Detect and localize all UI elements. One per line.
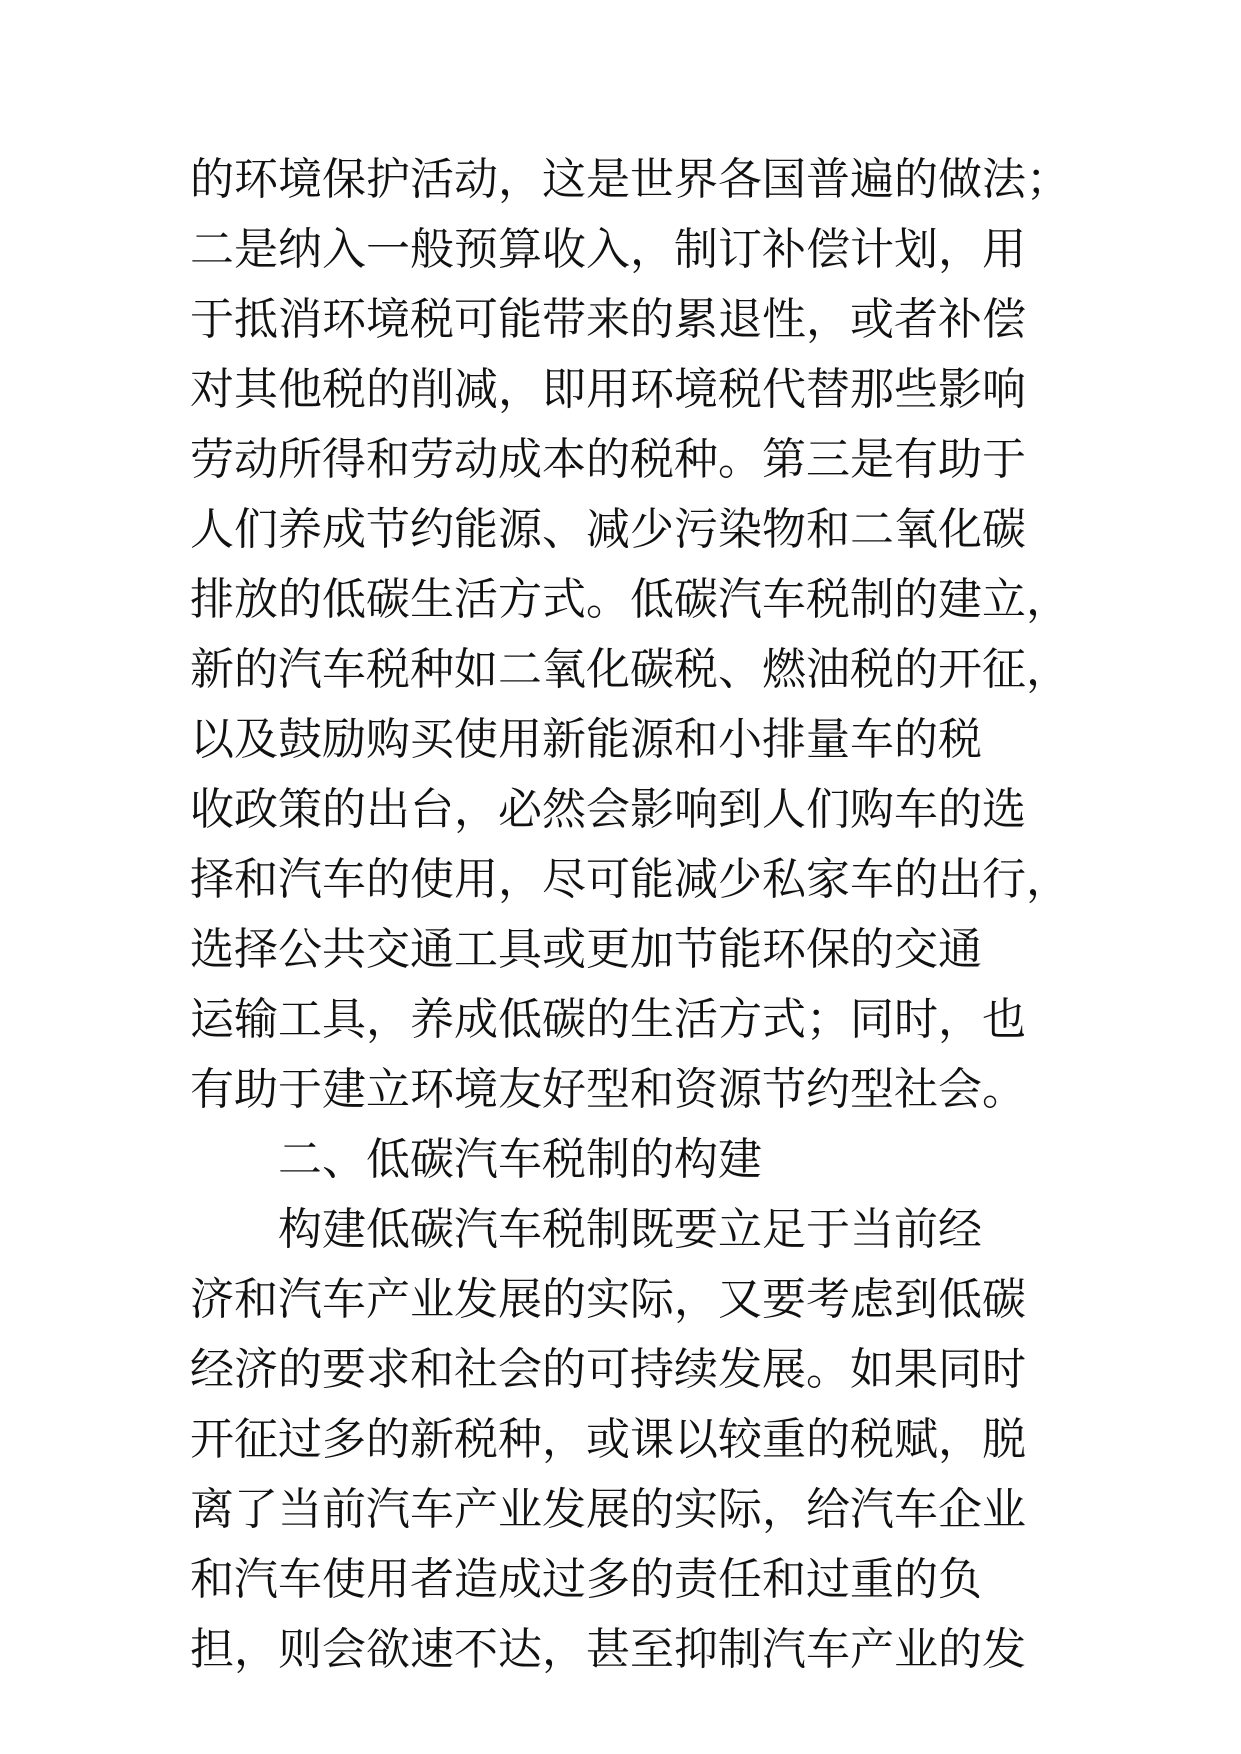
- text-line: 选择公共交通工具或更加节能环保的交通: [190, 924, 982, 975]
- text-line: 担，则会欲速不达，甚至抑制汽车产业的发: [190, 1624, 1026, 1675]
- text-line: 离了当前汽车产业发展的实际，给汽车企业: [190, 1484, 1026, 1535]
- text-line: 新的汽车税种如二氧化碳税、燃油税的开征，: [190, 644, 1070, 695]
- text-line: 对其他税的削减，即用环境税代替那些影响: [190, 364, 1026, 415]
- text-line: 运输工具，养成低碳的生活方式；同时，也: [190, 994, 1026, 1045]
- text-line: 二是纳入一般预算收入，制订补偿计划，用: [190, 224, 1026, 275]
- body-text: [190, 145, 1090, 1685]
- paragraph-first-line: 构建低碳汽车税制既要立足于当前经: [278, 1204, 982, 1255]
- text-line: 有助于建立环境友好型和资源节约型社会。: [190, 1064, 1026, 1115]
- text-line: 于抵消环境税可能带来的累退性，或者补偿: [190, 294, 1026, 345]
- text-line: 和汽车使用者造成过多的责任和过重的负: [190, 1554, 982, 1605]
- text-line: 人们养成节约能源、减少污染物和二氧化碳: [190, 504, 1026, 555]
- text-line: 以及鼓励购买使用新能源和小排量车的税: [190, 714, 982, 765]
- text-line: 济和汽车产业发展的实际，又要考虑到低碳: [190, 1274, 1026, 1325]
- text-line: 的环境保护活动，这是世界各国普遍的做法；: [190, 154, 1070, 205]
- text-line: 排放的低碳生活方式。低碳汽车税制的建立，: [190, 574, 1070, 625]
- text-line: 劳动所得和劳动成本的税种。第三是有助于: [190, 434, 1026, 485]
- text-line: 择和汽车的使用，尽可能减少私家车的出行，: [190, 854, 1070, 905]
- text-line: 开征过多的新税种，或课以较重的税赋，脱: [190, 1414, 1026, 1465]
- section-heading: 二、低碳汽车税制的构建: [278, 1134, 762, 1185]
- text-line: 经济的要求和社会的可持续发展。如果同时: [190, 1344, 1026, 1395]
- text-line: 收政策的出台，必然会影响到人们购车的选: [190, 784, 1026, 835]
